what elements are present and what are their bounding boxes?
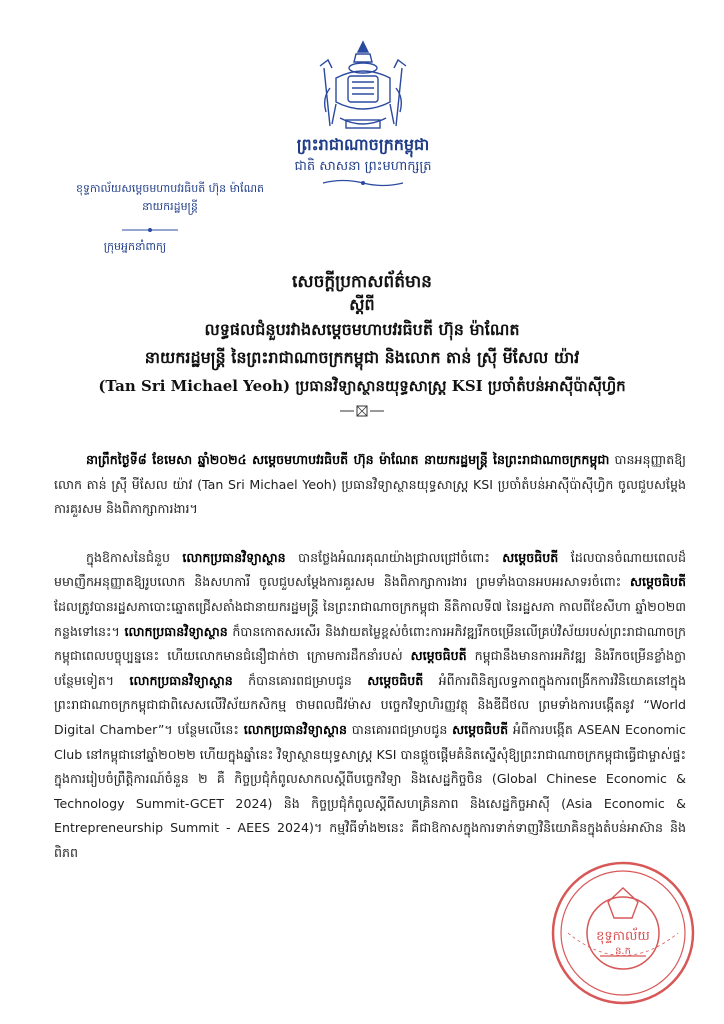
- press-release-heading: [40, 270, 684, 400]
- p2-text-j: បានគោរពជម្រាបជូន: [346, 721, 453, 737]
- royal-coat-of-arms-emblem: [306, 38, 420, 134]
- document-type-title: សេចក្តីប្រកាសព័ត៌មាន: [292, 272, 432, 292]
- motto-ornament-divider: [318, 178, 408, 188]
- heading-subject-line-3: (Tan Sri Michael Yeoh) ប្រធានវិទ្យាស្ថានយុទ្ធសាស្ត្រ KSI ប្រចាំតំបន់អាស៊ីប៉ាស៊ីហ្វិក: [98, 377, 626, 395]
- heading-subject-line-1: លទ្ធផលជំនួបរវាងសម្តេចមហាបវរធិបតី ហ៊ុន ម៉ាណែត: [204, 320, 520, 339]
- p2-bold-2: សម្តេចធិបតី: [502, 549, 559, 565]
- p2-bold-3: សម្តេចធិបតី: [630, 574, 686, 590]
- p2-text-g: កម្ពុជានឹងមានការអភិវឌ្ឍ និងរីកចម្រើនខ្លាំងក្លាបន្ថែមទៀត។: [54, 648, 686, 688]
- seal-sub-text: ន.ក: [615, 946, 631, 957]
- official-red-seal-stamp: [548, 858, 698, 1008]
- p2-bold-8: លោកប្រធានវិទ្យាស្ថាន: [243, 721, 347, 737]
- p2-text-k: អំពីការបង្កើត ASEAN Economic Club នៅកម្ពុជានៅឆ្នាំ២០២២ ហើយក្នុងឆ្នាំនេះ វិទ្យាស្ថានយុទ្ធសាស្ត្រ KSI បានផ្តួចផ្តើមគំនិតស្នើសុំឱ្យព្រះរាជាណាចក្រកម្ពុជាធ្វើជាម្ចាស់ផ្ទះក្នុងការរៀបចំព្រឹត្តិការណ៍ចំនួន ២ គឺ កិច្ចប្រជុំកំពូលសាកលស្តីពីបច្ចេកវិទ្យា និងសេដ្ឋកិច្ចចិន (Global Chinese Economic & Technology Summit-GCET 2024) និង កិច្ចប្រជុំកំពូលស្តីពីសហគ្រិនភាព និងសេដ្ឋកិច្ចអាស៊ី (Asia Economic & Entrepreneurship Summit - AEES 2024)។ កម្មវិធីទាំង២នេះ គឺជាឱកាសក្នុងការទាក់ទាញវិនិយោគិនក្នុងតំបន់អាស៊ាន និងពិភព: [54, 721, 686, 860]
- p2-text-d: ដែលបានចំណាយពេលដ៏មមាញឹកអនុញ្ញាតឱ្យរូបលោក និងសហការី ចូលជួបសម្តែងការគួរសម និងពិភាក្សាការងារ ព្រមទាំងបានអបអរសាទរចំពោះ: [54, 549, 686, 590]
- spokesperson-unit: ក្រុមអ្នកនាំពាក្យ: [103, 240, 167, 253]
- heading-regarding: ស្តីពី: [349, 295, 375, 314]
- issuing-office-name: ខុទ្ទកាល័យសម្តេចមហាបវរធិបតី ហ៊ុន ម៉ាណែត: [76, 182, 264, 195]
- heading-subject-line-2: នាយករដ្ឋមន្ត្រី នៃព្រះរាជាណាចក្រកម្ពុជា និងលោក តាន់ ស្រ៊ី មីសែល យ៉ាវ: [144, 348, 580, 367]
- issuing-office-title: នាយករដ្ឋមន្ត្រី: [142, 200, 198, 213]
- p2-bold-4: លោកប្រធានវិទ្យាស្ថាន: [124, 623, 228, 639]
- heading-ornament-divider: [338, 404, 386, 418]
- p2-bold-9: សម្តេចធិបតី: [452, 721, 509, 737]
- p2-bold-7: សម្តេចធិបតី: [367, 672, 424, 688]
- kingdom-title: ព្រះរាជាណាចក្រកម្ពុជា: [296, 135, 430, 154]
- p2-text-f: ក៏បានកោតសរសើរ និងវាយតម្លៃខ្ពស់ចំពោះការអភិវឌ្ឍរីកចម្រើនលើគ្រប់វិស័យរបស់ព្រះរាជាណាចក្រកម្ពុជាពេលបច្ចុប្បន្ននេះ ហើយលោកមានជំនឿជាក់ថា ក្រោមការដឹកនាំរបស់: [54, 623, 686, 664]
- p2-text-i: អំពីការពិនិត្យលទ្ធភាពក្នុងការពង្រីកការវិនិយោគនៅក្នុងព្រះរាជាណាចក្រកម្ពុជាជាពិសេសលើវិស័យកសិកម្ម ថាមពលជីវម៉ាស បច្ចេកវិទ្យាហិរញ្ញវត្ថុ និងឌីជីថល ព្រមទាំងការបង្កើតនូវ “World Digital Chamber”។ បន្ថែមលើនេះ: [54, 672, 687, 737]
- national-motto: ជាតិ សាសនា ព្រះមហាក្សត្រ: [294, 159, 432, 174]
- p1-bold-lead: នាព្រឹកថ្ងៃទី៨ ខែមេសា ឆ្នាំ២០២៤ សម្តេចមហាបវរធិបតី ហ៊ុន ម៉ាណែត នាយករដ្ឋមន្ត្រី: [86, 452, 488, 467]
- office-ornament-divider: [120, 226, 180, 234]
- p2-text-a: ក្នុងឱកាសនៃជំនួប: [86, 549, 183, 565]
- p2-bold-1: លោកប្រធានវិទ្យាស្ថាន: [182, 549, 286, 565]
- p2-text-h: ក៏បានគោរពជម្រាបជូន: [232, 672, 368, 688]
- issuing-office: [60, 180, 280, 216]
- p2-bold-5: សម្តេចធិបតី: [410, 648, 467, 664]
- p1-text: បានអនុញ្ញាតឱ្យ លោក តាន់ ស្រ៊ី មីសែល យ៉ាវ (Tan Sri Michael Yeoh) ប្រធានវិទ្យាស្ថានយុទ្ធសាស្ត្រ KSI ប្រចាំតំបន់អាស៊ីប៉ាស៊ីហ្វិក ចូលជួបសម្តែងការគួរសម និងពិភាក្សាការងារ។: [54, 452, 686, 517]
- p2-text-e: ដែលត្រូវបានរដ្ឋសភាបោះឆ្នោតជ្រើសតាំងជានាយករដ្ឋមន្ត្រី នៃព្រះរាជាណាចក្រកម្ពុជា នីតិកាលទី៧ នៃរដ្ឋសភា កាលពីខែសីហា ឆ្នាំ២០២៣ កន្លងទៅនេះ។: [54, 598, 686, 639]
- seal-center-text: ខុទ្ទកាល័យ: [596, 929, 650, 944]
- press-release-body: [54, 448, 686, 866]
- p1-bold-kingdom: នៃព្រះរាជាណាចក្រកម្ពុជា: [493, 452, 610, 467]
- body-paragraph-1: [54, 448, 686, 522]
- p2-bold-6: លោកប្រធានវិទ្យាស្ថាន: [129, 672, 233, 688]
- p2-text-c: បានថ្លែងអំណរគុណយ៉ាងជ្រាលជ្រៅចំពោះ: [285, 549, 503, 565]
- body-paragraph-2: [54, 546, 686, 866]
